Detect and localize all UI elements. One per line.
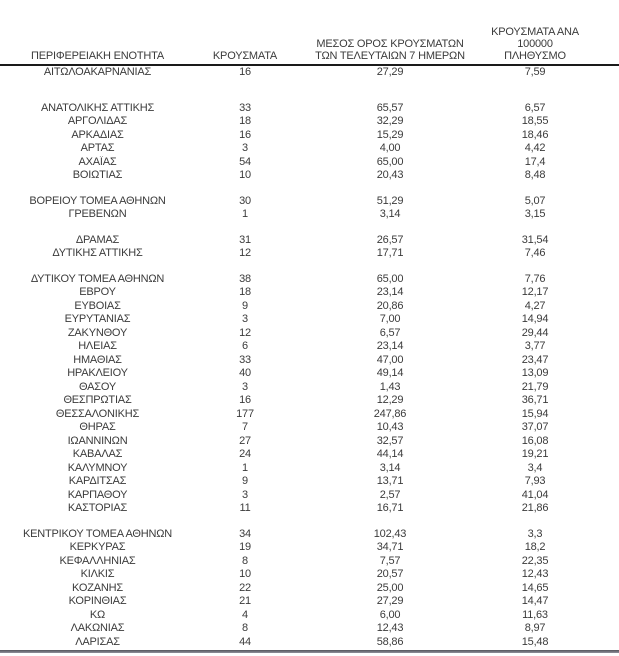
row-filler-cell [585, 247, 619, 261]
per100k-cell: 22,35 [521, 554, 549, 567]
per100k-cell: 12,17 [521, 286, 549, 298]
table-row [0, 195, 619, 209]
cases-cell: 177 [236, 407, 254, 420]
region-cell: ΒΟΡΕΙΟΥ ΤΟΜΕΑ ΑΘΗΝΩΝ [29, 194, 166, 207]
region-cell: ΙΩΑΝΝΙΝΩΝ [67, 434, 128, 447]
cases-cell: 12 [239, 247, 251, 259]
avg7-cell: 20,86 [376, 299, 404, 312]
cases-by-regional-unit-table [0, 26, 619, 649]
group-spacer-row [0, 222, 619, 234]
cases-cell: 24 [239, 448, 251, 460]
row-filler-cell [585, 394, 619, 408]
region-cell: ΚΑΒΑΛΑΣ [72, 448, 123, 460]
per100k-cell: 17,4 [524, 155, 546, 168]
row-filler-cell [585, 448, 619, 462]
table-row [0, 582, 619, 596]
table-row [0, 286, 619, 300]
row-filler-cell [585, 273, 619, 287]
table-row [0, 394, 619, 408]
table-row [0, 568, 619, 582]
table-row [0, 462, 619, 476]
row-filler-cell [585, 582, 619, 596]
cases-cell: 1 [242, 461, 248, 474]
cases-cell: 30 [239, 194, 251, 207]
cases-cell: 10 [239, 169, 251, 181]
per100k-cell: 8,97 [524, 622, 546, 634]
table-row [0, 115, 619, 129]
row-filler-cell [585, 102, 619, 116]
table-header-row [0, 26, 619, 65]
region-cell: ΚΕΡΚΥΡΑΣ [69, 541, 126, 553]
column-header-cases [195, 26, 295, 65]
cases-cell: 9 [242, 299, 248, 312]
cases-cell: 7 [242, 421, 248, 433]
table-row [0, 502, 619, 516]
row-filler-cell [585, 421, 619, 435]
per100k-cell: 3,4 [527, 461, 543, 474]
row-filler-cell [585, 636, 619, 650]
row-filler-cell [585, 528, 619, 542]
column-header-regional-unit [0, 26, 195, 65]
avg7-cell: 1,43 [379, 380, 401, 393]
cases-cell: 3 [242, 488, 248, 501]
avg7-cell: 26,57 [376, 233, 404, 246]
table-row [0, 327, 619, 341]
cases-cell: 44 [239, 635, 251, 648]
region-cell: ΑΙΤΩΛΟΑΚΑΡΝΑΝΙΑΣ [43, 66, 152, 78]
cases-cell: 10 [239, 568, 251, 580]
avg7-cell: 25,00 [376, 581, 404, 594]
avg7-cell: 10,43 [376, 421, 404, 433]
avg7-cell: 3,14 [379, 461, 401, 474]
table-row [0, 435, 619, 449]
table-row [0, 541, 619, 555]
region-cell: ΓΡΕΒΕΝΩΝ [68, 208, 127, 220]
column-header-avg-7-days [295, 26, 485, 65]
avg7-cell: 20,57 [376, 568, 404, 580]
avg7-cell: 51,29 [376, 194, 404, 207]
group-spacer-row [0, 261, 619, 273]
cases-cell: 1 [242, 208, 248, 220]
row-filler-cell [585, 408, 619, 422]
table-row [0, 609, 619, 623]
column-header-label-line2: ΤΩΝ ΤΕΛΕΥΤΑΙΩΝ 7 ΗΜΕΡΩΝ [315, 50, 465, 62]
avg7-cell: 23,14 [376, 340, 404, 352]
row-filler-cell [585, 169, 619, 183]
cases-cell: 12 [239, 326, 251, 339]
cases-cell: 38 [239, 272, 251, 285]
table-row [0, 421, 619, 435]
per100k-cell: 19,21 [521, 448, 549, 460]
region-cell: ΔΥΤΙΚΟΥ ΤΟΜΕΑ ΑΘΗΝΩΝ [30, 272, 165, 285]
per100k-cell: 5,07 [524, 194, 546, 207]
region-cell: ΖΑΚΥΝΘΟΥ [67, 326, 128, 339]
cases-cell: 4 [242, 608, 248, 621]
region-cell: ΘΕΣΠΡΩΤΙΑΣ [63, 394, 132, 406]
table-row [0, 636, 619, 650]
row-filler-cell [585, 568, 619, 582]
cases-cell: 8 [242, 622, 248, 634]
cases-cell: 22 [239, 581, 251, 594]
row-filler-cell [585, 354, 619, 368]
avg7-cell: 247,86 [373, 407, 407, 420]
avg7-cell: 6,00 [379, 608, 401, 621]
row-filler-cell [585, 208, 619, 222]
region-cell: ΚΟΡΙΝΘΙΑΣ [68, 595, 127, 607]
per100k-cell: 15,48 [521, 635, 549, 648]
table-body [0, 65, 619, 649]
row-filler-cell [585, 595, 619, 609]
cases-cell: 3 [242, 380, 248, 393]
avg7-cell: 32,57 [376, 434, 404, 447]
per100k-cell: 31,54 [521, 233, 549, 246]
row-filler-cell [585, 489, 619, 503]
region-cell: ΑΡΓΟΛΙΔΑΣ [67, 115, 128, 127]
region-cell: ΚΑΣΤΟΡΙΑΣ [67, 502, 128, 514]
avg7-cell: 12,43 [376, 622, 404, 634]
avg7-cell: 20,43 [376, 169, 404, 181]
avg7-cell: 16,71 [376, 502, 404, 514]
row-filler-cell [585, 300, 619, 314]
cases-cell: 3 [242, 313, 248, 325]
column-header-label-line2: ΠΛΗΘΥΣΜΟ [504, 50, 566, 62]
cases-cell: 31 [239, 233, 251, 246]
avg7-cell: 65,57 [376, 101, 404, 114]
avg7-cell: 13,71 [376, 475, 404, 487]
region-cell: ΚΕΝΤΡΙΚΟΥ ΤΟΜΕΑ ΑΘΗΝΩΝ [23, 527, 172, 540]
per100k-cell: 7,59 [524, 66, 546, 78]
row-filler-cell [585, 156, 619, 170]
table-row [0, 367, 619, 381]
avg7-cell: 65,00 [376, 155, 404, 168]
cases-cell: 11 [239, 502, 251, 514]
table-row [0, 408, 619, 422]
row-filler-cell [585, 541, 619, 555]
region-cell: ΗΜΑΘΙΑΣ [73, 353, 122, 366]
row-filler-cell [585, 327, 619, 341]
avg7-cell: 49,14 [376, 367, 404, 379]
cases-cell: 18 [239, 286, 251, 298]
region-cell: ΒΟΙΩΤΙΑΣ [72, 169, 123, 181]
region-cell: ΔΥΤΙΚΗΣ ΑΤΤΙΚΗΣ [52, 247, 143, 259]
avg7-cell: 17,71 [376, 247, 404, 259]
cases-cell: 21 [239, 595, 251, 607]
per100k-cell: 7,93 [524, 475, 546, 487]
cases-cell: 33 [239, 353, 251, 366]
column-header-label: ΚΡΟΥΣΜΑΤΑ [212, 50, 278, 62]
table-row [0, 489, 619, 503]
region-cell: ΕΥΡΥΤΑΝΙΑΣ [64, 313, 131, 325]
table-row [0, 169, 619, 183]
cases-cell: 19 [239, 541, 251, 553]
region-cell: ΘΑΣΟΥ [78, 380, 117, 393]
cases-cell: 8 [242, 554, 248, 567]
group-spacer-row [0, 80, 619, 102]
per100k-cell: 11,63 [522, 608, 548, 621]
avg7-cell: 15,29 [376, 128, 404, 141]
cases-cell: 9 [242, 475, 248, 487]
per100k-cell: 36,71 [521, 394, 549, 406]
per100k-cell: 14,65 [521, 581, 549, 594]
per100k-cell: 14,94 [521, 313, 549, 325]
region-cell: ΚΩ [89, 608, 106, 621]
row-filler-cell [585, 286, 619, 300]
per100k-cell: 4,42 [524, 142, 546, 154]
region-cell: ΚΙΛΚΙΣ [80, 568, 115, 580]
table-row [0, 448, 619, 462]
avg7-cell: 6,57 [379, 326, 401, 339]
per100k-cell: 6,57 [524, 101, 546, 114]
per100k-cell: 14,47 [521, 595, 549, 607]
row-filler-cell [585, 622, 619, 636]
per100k-cell: 3,15 [524, 208, 546, 220]
avg7-cell: 27,29 [376, 66, 404, 78]
cases-cell: 34 [239, 527, 251, 540]
per100k-cell: 21,86 [521, 502, 549, 514]
row-filler-cell [585, 555, 619, 569]
avg7-cell: 7,00 [379, 313, 401, 325]
per100k-cell: 18,46 [521, 128, 549, 141]
avg7-cell: 3,14 [379, 208, 401, 220]
cases-cell: 6 [242, 340, 248, 352]
table-row [0, 381, 619, 395]
column-header-label-line1: ΜΕΣΟΣ ΟΡΟΣ ΚΡΟΥΣΜΑΤΩΝ [316, 38, 464, 50]
cases-cell: 40 [239, 367, 251, 379]
avg7-cell: 12,29 [376, 394, 404, 406]
header-filler-cell [585, 26, 619, 65]
avg7-cell: 44,14 [376, 448, 404, 460]
row-filler-cell [585, 313, 619, 327]
row-filler-cell [585, 367, 619, 381]
row-filler-cell [585, 475, 619, 489]
table-row [0, 555, 619, 569]
cases-cell: 16 [239, 394, 251, 406]
region-cell: ΚΕΦΑΛΛΗΝΙΑΣ [59, 554, 136, 567]
row-filler-cell [585, 65, 619, 80]
region-cell: ΚΑΡΔΙΤΣΑΣ [68, 475, 127, 487]
table-row [0, 142, 619, 156]
column-header-cases-per-100000 [485, 26, 585, 65]
column-header-label: ΠΕΡΙΦΕΡΕΙΑΚΗ ΕΝΟΤΗΤΑ [31, 50, 164, 62]
per100k-cell: 7,76 [524, 272, 546, 285]
region-cell: ΚΑΛΥΜΝΟΥ [67, 461, 128, 474]
table-row [0, 354, 619, 368]
region-cell: ΑΧΑΪΑΣ [78, 155, 117, 168]
table-row [0, 595, 619, 609]
per100k-cell: 37,07 [521, 421, 549, 433]
avg7-cell: 4,00 [379, 142, 401, 154]
cases-cell: 54 [239, 155, 251, 168]
group-spacer-row [0, 183, 619, 195]
region-cell: ΕΥΒΟΙΑΣ [74, 299, 121, 312]
avg7-cell: 32,29 [376, 115, 404, 127]
table-row [0, 102, 619, 116]
region-cell: ΕΒΡΟΥ [79, 286, 116, 298]
table-row [0, 528, 619, 542]
per100k-cell: 21,79 [521, 380, 549, 393]
avg7-cell: 34,71 [376, 541, 404, 553]
table-row [0, 234, 619, 248]
region-cell: ΗΛΕΙΑΣ [78, 340, 117, 352]
table-bottom-rule [0, 650, 619, 653]
table-row [0, 65, 619, 80]
region-cell: ΚΑΡΠΑΘΟΥ [67, 488, 128, 501]
per100k-cell: 16,08 [521, 434, 549, 447]
region-cell: ΚΟΖΑΝΗΣ [72, 581, 123, 594]
per100k-cell: 18,55 [521, 115, 549, 127]
per100k-cell: 41,04 [521, 488, 549, 501]
cases-cell: 18 [239, 115, 251, 127]
region-cell: ΔΡΑΜΑΣ [75, 233, 120, 246]
row-filler-cell [585, 115, 619, 129]
avg7-cell: 102,43 [373, 527, 407, 540]
table-row [0, 300, 619, 314]
avg7-cell: 65,00 [376, 272, 404, 285]
avg7-cell: 2,57 [379, 488, 401, 501]
avg7-cell: 27,29 [376, 595, 404, 607]
row-filler-cell [585, 435, 619, 449]
region-cell: ΘΕΣΣΑΛΟΝΙΚΗΣ [55, 407, 140, 420]
avg7-cell: 58,86 [376, 635, 404, 648]
cases-cell: 3 [242, 142, 248, 154]
per100k-cell: 3,3 [527, 527, 543, 540]
region-cell: ΛΑΡΙΣΑΣ [75, 635, 120, 648]
table-row [0, 273, 619, 287]
per100k-cell: 23,47 [521, 353, 549, 366]
per100k-cell: 12,43 [521, 568, 549, 580]
row-filler-cell [585, 195, 619, 209]
table-row [0, 129, 619, 143]
row-filler-cell [585, 502, 619, 516]
region-cell: ΘΗΡΑΣ [79, 421, 116, 433]
per100k-cell: 3,77 [524, 340, 546, 352]
avg7-cell: 7,57 [379, 554, 401, 567]
row-filler-cell [585, 142, 619, 156]
region-cell: ΑΝΑΤΟΛΙΚΗΣ ΑΤΤΙΚΗΣ [40, 101, 155, 114]
row-filler-cell [585, 129, 619, 143]
per100k-cell: 8,48 [524, 169, 546, 181]
region-cell: ΗΡΑΚΛΕΙΟΥ [67, 367, 128, 379]
table-row [0, 622, 619, 636]
cases-cell: 16 [239, 66, 251, 78]
row-filler-cell [585, 462, 619, 476]
row-filler-cell [585, 609, 619, 623]
table-row [0, 475, 619, 489]
table-row [0, 247, 619, 261]
table-row [0, 208, 619, 222]
per100k-cell: 18,2 [524, 541, 546, 553]
cases-cell: 33 [239, 101, 251, 114]
table-row [0, 340, 619, 354]
group-spacer-row [0, 516, 619, 528]
per100k-cell: 4,27 [524, 299, 546, 312]
table-row [0, 313, 619, 327]
avg7-cell: 47,00 [376, 353, 404, 366]
avg7-cell: 23,14 [376, 286, 404, 298]
table-row [0, 156, 619, 170]
row-filler-cell [585, 381, 619, 395]
cases-cell: 27 [239, 434, 251, 447]
per100k-cell: 13,09 [521, 367, 549, 379]
column-header-label-line1: ΚΡΟΥΣΜΑΤΑ ΑΝΑ 100000 [491, 26, 579, 50]
per100k-cell: 29,44 [521, 326, 549, 339]
row-filler-cell [585, 234, 619, 248]
region-cell: ΛΑΚΩΝΙΑΣ [70, 622, 125, 634]
region-cell: ΑΡΚΑΔΙΑΣ [71, 128, 124, 141]
cases-cell: 16 [239, 128, 251, 141]
per100k-cell: 15,94 [521, 407, 549, 420]
region-cell: ΑΡΤΑΣ [80, 142, 115, 154]
per100k-cell: 7,46 [524, 247, 546, 259]
row-filler-cell [585, 340, 619, 354]
